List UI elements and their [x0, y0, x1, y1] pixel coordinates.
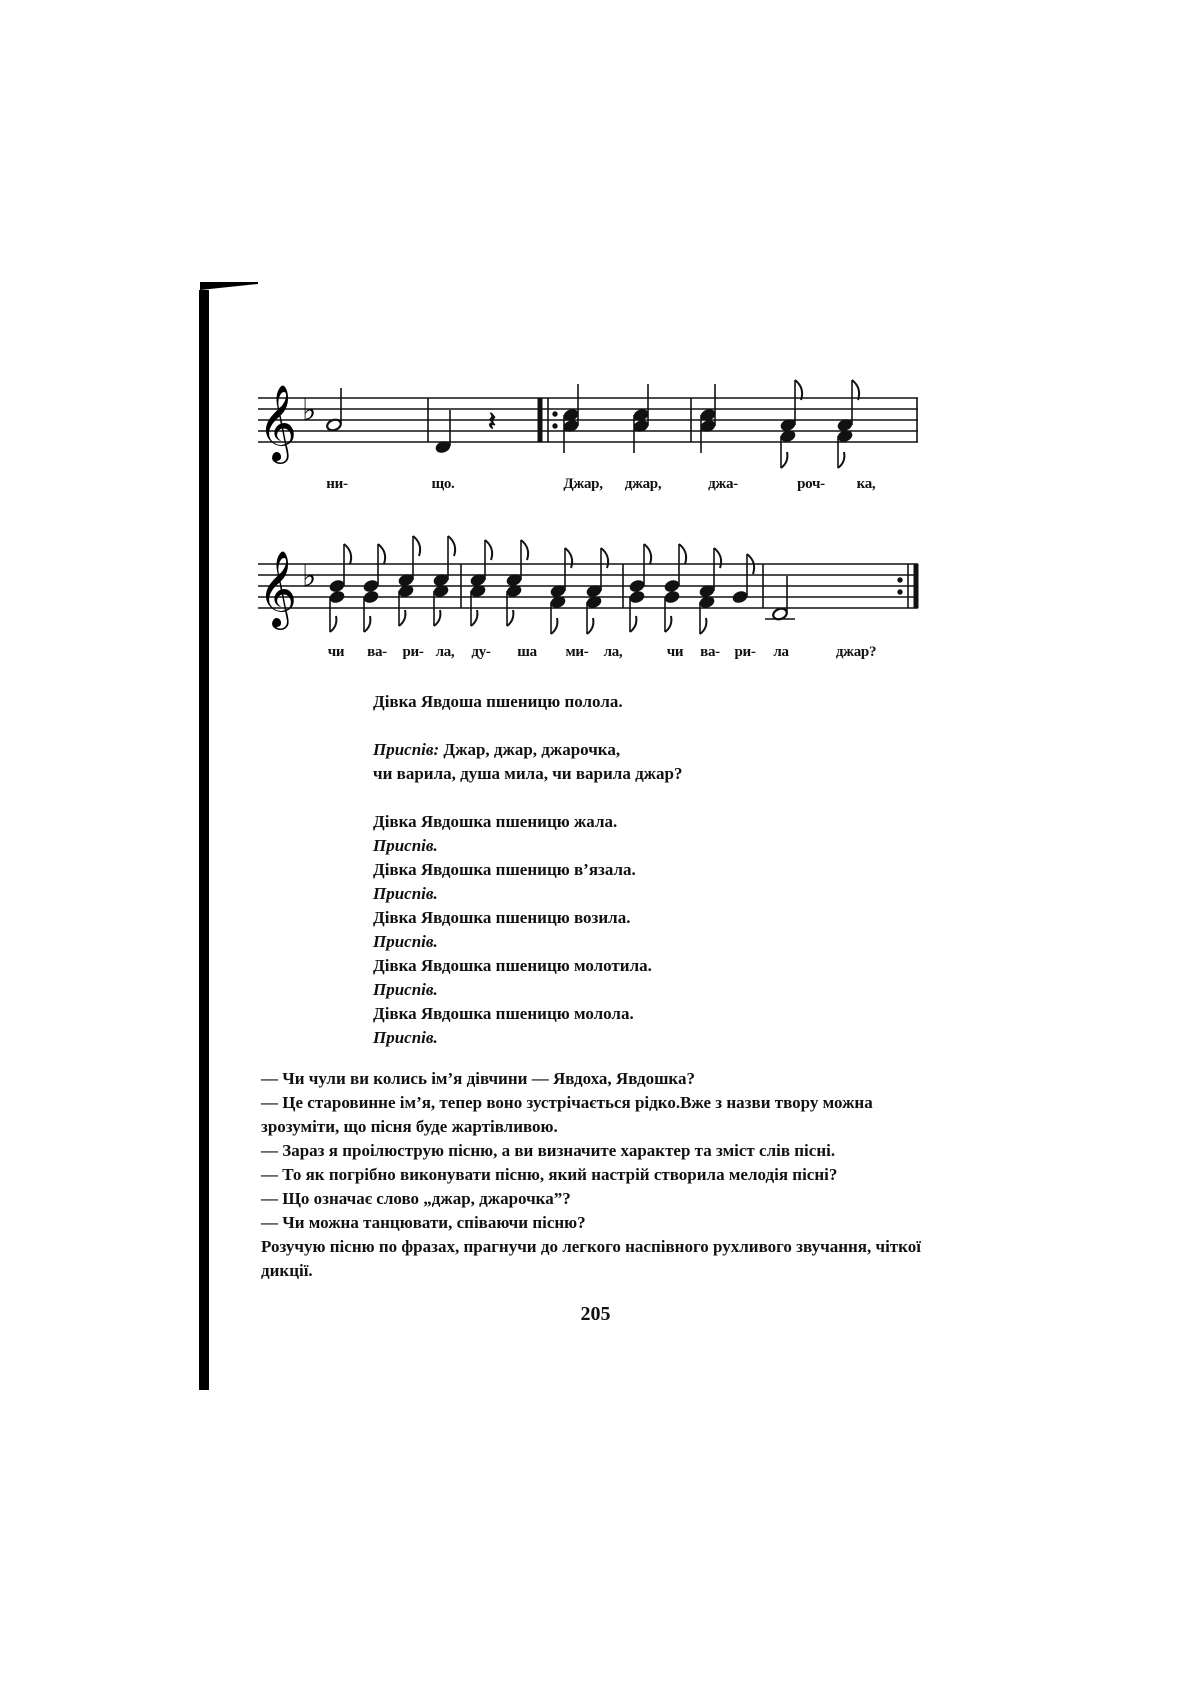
- refrain-label: Приспів.: [373, 836, 438, 855]
- lyric-syllable: чи: [666, 644, 684, 660]
- refrain-label: Приспів.: [373, 980, 438, 999]
- binding-shadow-side: [199, 290, 209, 1390]
- lyric-syllable: ва-: [700, 644, 720, 660]
- verse-line: Дівка Явдошка пшеницю молотила.: [373, 956, 652, 975]
- teacher-dialogue: [261, 1067, 921, 1283]
- lyric-syllable: ша: [517, 644, 537, 660]
- treble-clef-icon: 𝄞: [258, 550, 298, 627]
- lyric-syllable: ка,: [856, 476, 876, 492]
- chorus-text: Джар, джар, джарочка,: [439, 740, 621, 759]
- treble-clef-icon: 𝄞: [258, 384, 298, 461]
- lyric-syllable: джар,: [624, 476, 662, 492]
- lyric-syllable: ла,: [603, 644, 623, 660]
- lyric-syllable: ду-: [471, 644, 491, 660]
- verse-line: Дівка Явдошка пшеницю молола.: [373, 1004, 634, 1023]
- lyric-syllable: ни-: [326, 476, 348, 492]
- refrain-label: Приспів.: [373, 884, 438, 903]
- dialogue-line: — Зараз я проілюструю пісню, а ви визначите характер та зміст слів пісні.: [261, 1141, 836, 1160]
- chorus-line: [373, 738, 682, 762]
- lyric-syllable: джа-: [708, 476, 738, 492]
- lyric-syllable: джар?: [835, 644, 877, 660]
- music-staff-system-1: [258, 368, 918, 518]
- eighth-chord-group-3: [629, 544, 754, 634]
- refrain-label: Приспів.: [373, 1028, 438, 1047]
- dialogue-line: — То як погрібно виконувати пісню, який настрій створила мелодія пісні?: [261, 1165, 838, 1184]
- lyric-syllable: ва-: [367, 644, 387, 660]
- chorus-line: чи варила, душа мила, чи варила джар?: [373, 764, 683, 783]
- dialogue-line: — Це старовинне ім’я, тепер воно зустрічається рідко.Вже з назви твору можна зрозуміти, що пісня буде жартівливою.: [261, 1093, 873, 1136]
- flat-key-signature-icon: ♭: [302, 393, 317, 428]
- lyric-syllable: роч-: [797, 476, 825, 492]
- teaching-note: Розучую пісню по фразах, прагнучи до легкого наспівного рухливого звучання, чіткої дикції.: [261, 1237, 921, 1280]
- dialogue-line: — Чи чули ви колись ім’я дівчини — Явдоха, Явдошка?: [261, 1069, 695, 1088]
- page-number: 205: [580, 1303, 611, 1325]
- eighth-chord-group-2: [470, 540, 608, 634]
- lyric-syllable: ри-: [734, 644, 756, 660]
- verse-line: Дівка Явдоша пшеницю полола.: [373, 692, 623, 711]
- lyric-syllable: що.: [431, 476, 455, 492]
- refrain-label: Приспів.: [373, 932, 438, 951]
- lyric-syllable: ла: [773, 644, 789, 660]
- dialogue-line: — Що означає слово „джар, джарочка”?: [261, 1189, 571, 1208]
- lyric-syllable: ри-: [402, 644, 424, 660]
- music-staff-1-svg: [258, 368, 918, 488]
- quarter-rest-icon: 𝄽: [488, 407, 496, 437]
- eighth-chord-group-1: [329, 536, 455, 632]
- chorus-label: Приспів:: [373, 740, 440, 759]
- binding-shadow-top: [200, 282, 258, 290]
- song-lyrics: [373, 690, 682, 1050]
- dialogue-line: — Чи можна танцювати, співаючи пісню?: [261, 1213, 586, 1232]
- flat-key-signature-icon: ♭: [302, 559, 317, 594]
- lyric-syllable: ми-: [565, 644, 589, 660]
- verse-line: Дівка Явдошка пшеницю возила.: [373, 908, 631, 927]
- lyric-syllable: чи: [327, 644, 345, 660]
- lyric-syllable: Джар,: [563, 476, 603, 492]
- music-staff-2-svg: [258, 528, 918, 648]
- verse-line: Дівка Явдошка пшеницю в’язала.: [373, 860, 636, 879]
- lyric-syllable: ла,: [435, 644, 455, 660]
- verse-line: Дівка Явдошка пшеницю жала.: [373, 812, 618, 831]
